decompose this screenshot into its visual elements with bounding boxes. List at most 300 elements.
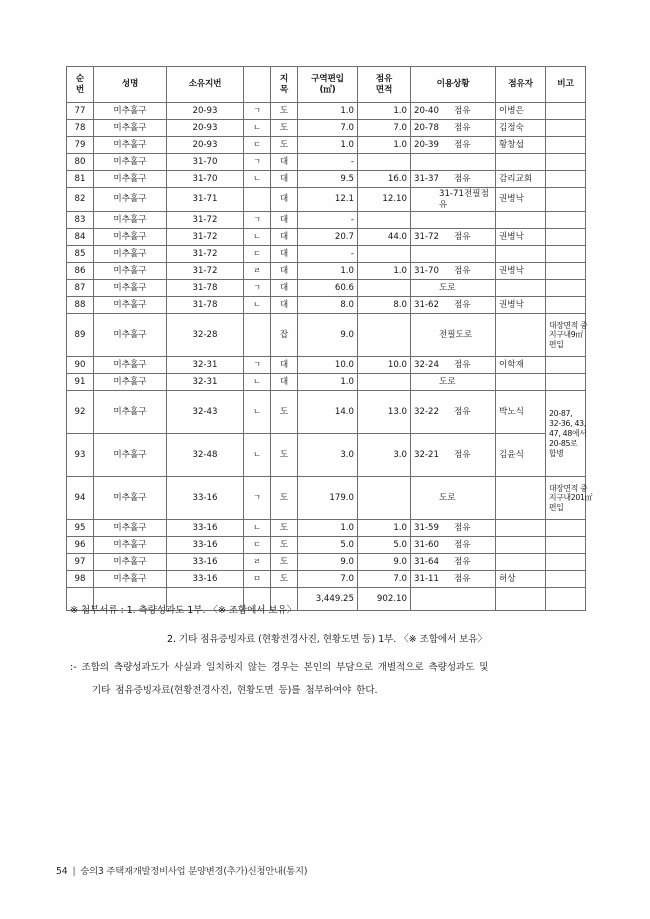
cell-remark xyxy=(546,520,586,537)
usage-lot-code: 31-72 xyxy=(414,232,439,243)
cell-land-category: 도 xyxy=(271,103,298,120)
remark-line: 대장면적 중 xyxy=(549,483,588,493)
cell-land-category: 도 xyxy=(271,554,298,571)
cell-usage-status xyxy=(411,554,496,571)
table-row xyxy=(67,477,586,520)
remark-line: 32-36, 43, xyxy=(549,419,587,429)
cell-lot-sub: ㄷ xyxy=(244,537,271,554)
cell-land-category: 도 xyxy=(271,537,298,554)
cell-total-occupied-area: 902.10 xyxy=(358,588,411,611)
cell-occupied-area: 10.0 xyxy=(358,357,411,374)
cell-name: 미추홀구 xyxy=(94,171,167,188)
cell-usage-status xyxy=(411,314,496,357)
cell-occupied-area xyxy=(358,477,411,520)
cell-lot-sub: ㄹ xyxy=(244,554,271,571)
cell-lot-sub xyxy=(244,314,271,357)
cell-incorporated-area: 7.0 xyxy=(298,120,358,137)
usage-label: 점유 xyxy=(454,173,471,184)
cell-name: 미추홀구 xyxy=(94,103,167,120)
cell-usage-status xyxy=(411,137,496,154)
cell-usage-status xyxy=(411,171,496,188)
cell-lot-number: 33-16 xyxy=(167,537,244,554)
cell-usage-status xyxy=(411,297,496,314)
cell-occupant xyxy=(496,554,546,571)
usage-label: 점유 xyxy=(454,407,471,418)
cell-lot-sub: ㄱ xyxy=(244,357,271,374)
cell-occupant: 감리교회 xyxy=(496,171,546,188)
column-header-lot-sub xyxy=(244,67,271,103)
table-row xyxy=(67,188,586,212)
cell-name: 미추홀구 xyxy=(94,537,167,554)
cell-incorporated-area: 1.0 xyxy=(298,137,358,154)
usage-label: 점유 xyxy=(454,266,471,277)
cell-sequence: 77 xyxy=(67,103,94,120)
cell-remark xyxy=(546,391,586,477)
cell-name: 미추홀구 xyxy=(94,477,167,520)
cell-occupant: 권병낙 xyxy=(496,297,546,314)
remark-line: 지구내9㎡ xyxy=(549,330,583,340)
cell-sequence: 86 xyxy=(67,263,94,280)
cell-occupied-area: 8.0 xyxy=(358,297,411,314)
cell-land-category: 도 xyxy=(271,520,298,537)
cell-lot-number: 31-70 xyxy=(167,171,244,188)
usage-text: 전필도로 xyxy=(439,330,473,341)
cell-incorporated-area: 1.0 xyxy=(298,263,358,280)
cell-incorporated-area: 179.0 xyxy=(298,477,358,520)
cell-lot-sub: ㄴ xyxy=(244,297,271,314)
cell-incorporated-area: 1.0 xyxy=(298,374,358,391)
cell-remark xyxy=(546,246,586,263)
usage-label: 점유 xyxy=(454,105,471,116)
cell-sequence: 91 xyxy=(67,374,94,391)
cell-usage-status xyxy=(411,391,496,434)
cell-occupant xyxy=(496,314,546,357)
land-occupancy-table xyxy=(66,66,593,611)
cell-name: 미추홀구 xyxy=(94,154,167,171)
cell-usage-status xyxy=(411,103,496,120)
cell-land-category: 도 xyxy=(271,120,298,137)
cell-lot-number: 31-72 xyxy=(167,246,244,263)
cell-incorporated-area: 60.6 xyxy=(298,280,358,297)
cell-incorporated-area: 8.0 xyxy=(298,297,358,314)
table-row xyxy=(67,154,586,171)
cell-remark xyxy=(546,314,586,357)
cell-occupied-area xyxy=(358,314,411,357)
column-header-sequence xyxy=(67,67,94,103)
usage-label: 점유 xyxy=(454,232,471,243)
cell-sequence: 96 xyxy=(67,537,94,554)
cell-lot-number: 32-28 xyxy=(167,314,244,357)
cell-lot-sub: ㄴ xyxy=(244,391,271,434)
cell-lot-sub: ㄱ xyxy=(244,280,271,297)
cell-incorporated-area: - xyxy=(298,212,358,229)
table-row xyxy=(67,103,586,120)
cell-sequence: 93 xyxy=(67,434,94,477)
cell-sequence: 88 xyxy=(67,297,94,314)
cell-remark xyxy=(546,120,586,137)
cell-usage-status xyxy=(411,212,496,229)
cell-name: 미추홀구 xyxy=(94,137,167,154)
cell-lot-sub: ㄴ xyxy=(244,229,271,246)
cell-name: 미추홀구 xyxy=(94,212,167,229)
cell-occupied-area xyxy=(358,246,411,263)
cell-lot-sub: ㄴ xyxy=(244,120,271,137)
table-row xyxy=(67,229,586,246)
cell-usage-status xyxy=(411,229,496,246)
cell-lot-sub: ㄱ xyxy=(244,103,271,120)
cell-occupied-area: 16.0 xyxy=(358,171,411,188)
cell-lot-number: 32-31 xyxy=(167,357,244,374)
cell-incorporated-area: 9.0 xyxy=(298,554,358,571)
table-row xyxy=(67,554,586,571)
cell-name: 미추홀구 xyxy=(94,520,167,537)
footer-separator: | xyxy=(72,866,76,877)
cell-usage-status xyxy=(411,477,496,520)
usage-label: 점유 xyxy=(454,139,471,150)
column-header-land-category xyxy=(271,67,298,103)
cell-lot-sub: ㄷ xyxy=(244,137,271,154)
cell-occupied-area: 7.0 xyxy=(358,120,411,137)
usage-text: 도로 xyxy=(439,493,456,504)
usage-label: 점유 xyxy=(454,540,471,551)
remark-line: 20-87, xyxy=(549,409,573,419)
table-row xyxy=(67,434,586,477)
cell-occupant: 권병낙 xyxy=(496,263,546,280)
cell-sequence: 98 xyxy=(67,571,94,588)
cell-remark xyxy=(546,263,586,280)
remark-line: 편입 xyxy=(549,503,564,513)
usage-label: 점유 xyxy=(454,574,471,585)
cell-occupied-area: 7.0 xyxy=(358,571,411,588)
cell-land-category: 대 xyxy=(271,263,298,280)
cell-incorporated-area: - xyxy=(298,246,358,263)
remark-line: 편입 xyxy=(549,340,564,350)
cell-sequence: 92 xyxy=(67,391,94,434)
cell-sequence: 94 xyxy=(67,477,94,520)
cell-occupied-area: 1.0 xyxy=(358,103,411,120)
cell-lot-number: 33-16 xyxy=(167,477,244,520)
cell-land-category: 대 xyxy=(271,280,298,297)
cell-land-category: 대 xyxy=(271,171,298,188)
cell-lot-sub: ㄴ xyxy=(244,171,271,188)
header-incorp-line1: 구역편입 xyxy=(311,73,344,84)
remark-line: 20-85로 xyxy=(549,438,578,448)
cell-usage-status xyxy=(411,434,496,477)
cell-name: 미추홀구 xyxy=(94,391,167,434)
usage-lot-code: 20-78 xyxy=(414,122,439,133)
table-row xyxy=(67,571,586,588)
table-row xyxy=(67,520,586,537)
cell-sequence: 85 xyxy=(67,246,94,263)
cell-lot-sub: ㅁ xyxy=(244,571,271,588)
cell-occupied-area: 13.0 xyxy=(358,391,411,434)
cell-occupied-area xyxy=(358,374,411,391)
table-row xyxy=(67,171,586,188)
cell-land-category: 대 xyxy=(271,297,298,314)
cell-lot-number: 33-16 xyxy=(167,554,244,571)
cell-land-category: 대 xyxy=(271,246,298,263)
cell-occupied-area xyxy=(358,280,411,297)
cell-lot-number: 32-43 xyxy=(167,391,244,434)
cell-lot-number: 31-72 xyxy=(167,212,244,229)
cell-name: 미추홀구 xyxy=(94,297,167,314)
cell-occupant xyxy=(496,246,546,263)
usage-lot-code: 32-21 xyxy=(414,450,439,461)
usage-label: 점유 xyxy=(454,300,471,311)
cell-sequence: 90 xyxy=(67,357,94,374)
usage-text: 31-71전필점유 xyxy=(439,189,489,210)
cell-usage-status xyxy=(411,571,496,588)
table-row xyxy=(67,374,586,391)
usage-label: 점유 xyxy=(454,557,471,568)
cell-occupant: 권병낙 xyxy=(496,188,546,212)
cell-occupant: 권병낙 xyxy=(496,229,546,246)
header-occarea-line1: 점유 xyxy=(375,73,393,84)
cell-remark xyxy=(546,571,586,588)
cell-occupied-area xyxy=(358,212,411,229)
table-row xyxy=(67,314,586,357)
cell-sequence: 79 xyxy=(67,137,94,154)
usage-lot-code: 31-60 xyxy=(414,540,439,551)
usage-label: 점유 xyxy=(454,360,471,371)
usage-lot-code: 31-11 xyxy=(414,574,439,585)
remark-line: 지구내201㎡ xyxy=(549,493,593,503)
usage-label: 점유 xyxy=(454,450,471,461)
cell-land-category: 대 xyxy=(271,374,298,391)
cell-lot-number: 33-16 xyxy=(167,571,244,588)
note-paragraph-line-2: 기타 점유증빙자료(현황전경사진, 현황도면 등)를 첨부하여야 한다. xyxy=(92,684,378,696)
footer-document-title: 숭의3 주택재개발정비사업 분양변경(추가)신청안내(통지) xyxy=(80,866,308,877)
cell-incorporated-area: 1.0 xyxy=(298,103,358,120)
cell-sequence: 82 xyxy=(67,188,94,212)
cell-usage-status xyxy=(411,357,496,374)
column-header-name: 성명 xyxy=(94,67,167,103)
cell-name: 미추홀구 xyxy=(94,571,167,588)
cell-sequence: 87 xyxy=(67,280,94,297)
cell-land-category: 잡 xyxy=(271,314,298,357)
table-row xyxy=(67,120,586,137)
usage-lot-code: 31-62 xyxy=(414,300,439,311)
cell-occupied-area: 1.0 xyxy=(358,520,411,537)
table-row xyxy=(67,280,586,297)
cell-usage-status xyxy=(411,537,496,554)
cell-remark xyxy=(546,154,586,171)
cell-lot-number: 31-72 xyxy=(167,263,244,280)
table-row xyxy=(67,537,586,554)
cell-incorporated-area: 7.0 xyxy=(298,571,358,588)
header-occarea-line2: 면적 xyxy=(375,84,393,95)
cell-occupant: 이병은 xyxy=(496,103,546,120)
header-row xyxy=(67,67,586,103)
cell-lot-sub: ㄴ xyxy=(244,520,271,537)
cell-lot-number: 31-78 xyxy=(167,297,244,314)
cell-sequence: 80 xyxy=(67,154,94,171)
cell-occupant xyxy=(496,520,546,537)
cell-occupied-area: 9.0 xyxy=(358,554,411,571)
footer-page-number: 54 xyxy=(56,866,68,877)
column-header-occupied-area xyxy=(358,67,411,103)
column-header-incorporated-area xyxy=(298,67,358,103)
cell-sequence: 89 xyxy=(67,314,94,357)
table-header xyxy=(67,67,586,103)
cell-land-category: 도 xyxy=(271,434,298,477)
cell-occupied-area: 5.0 xyxy=(358,537,411,554)
cell-occupied-area: 3.0 xyxy=(358,434,411,477)
cell-usage-status xyxy=(411,188,496,212)
cell-lot-number: 31-71 xyxy=(167,188,244,212)
cell-name: 미추홀구 xyxy=(94,280,167,297)
cell-occupant xyxy=(496,154,546,171)
note-paragraph-line-1: :- 조합의 측량성과도가 사실과 일치하지 않는 경우는 본인의 부담으로 개별적으로 측량성과도 및 xyxy=(70,662,489,674)
cell-name: 미추홀구 xyxy=(94,434,167,477)
cell-total-incorporated-area: 3,449.25 xyxy=(298,588,358,611)
table-row xyxy=(67,246,586,263)
note-attachment-item-2: 2. 기타 점유증빙자료 (현황전경사진, 현황도면 등) 1부. 〈※ 조합에서 보유〉 xyxy=(167,633,487,645)
cell-usage-status xyxy=(411,280,496,297)
cell-remark xyxy=(546,171,586,188)
cell-lot-sub: ㄱ xyxy=(244,212,271,229)
cell-occupied-area: 1.0 xyxy=(358,263,411,280)
cell-sequence: 97 xyxy=(67,554,94,571)
cell-land-category: 도 xyxy=(271,571,298,588)
cell-name: 미추홀구 xyxy=(94,314,167,357)
cell-lot-sub: ㄱ xyxy=(244,477,271,520)
cell-sequence: 83 xyxy=(67,212,94,229)
table-row xyxy=(67,391,586,434)
land-occupancy-table-container xyxy=(66,66,593,611)
cell-remark xyxy=(546,188,586,212)
cell-usage-status xyxy=(411,263,496,280)
cell-incorporated-area: 9.5 xyxy=(298,171,358,188)
cell-remark xyxy=(546,212,586,229)
header-seq-line1: 순 xyxy=(75,73,85,84)
column-header-remark: 비고 xyxy=(546,67,586,103)
header-cat-line2: 목 xyxy=(279,84,289,95)
cell-usage-status xyxy=(411,120,496,137)
cell-remark xyxy=(546,537,586,554)
usage-lot-code: 31-70 xyxy=(414,266,439,277)
table-row xyxy=(67,263,586,280)
usage-lot-code: 31-37 xyxy=(414,173,439,184)
cell-name: 미추홀구 xyxy=(94,229,167,246)
cell-remark xyxy=(546,229,586,246)
header-cat-line1: 지 xyxy=(279,73,289,84)
usage-lot-code: 31-64 xyxy=(414,557,439,568)
cell-occupant: 이학재 xyxy=(496,357,546,374)
usage-text: 도로 xyxy=(439,377,456,388)
cell-usage-status xyxy=(411,374,496,391)
cell-remark xyxy=(546,357,586,374)
cell-lot-number: 31-78 xyxy=(167,280,244,297)
cell-remark xyxy=(546,374,586,391)
cell-occupied-area: 12.10 xyxy=(358,188,411,212)
note-attachment-item-1: ※ 첨부서류 : 1. 측량성과도 1부. 〈※ 조합에서 보유〉 xyxy=(70,605,297,616)
cell-remark xyxy=(546,554,586,571)
cell-occupant xyxy=(496,280,546,297)
cell-incorporated-area: 1.0 xyxy=(298,520,358,537)
column-header-occupant: 점유자 xyxy=(496,67,546,103)
cell-occupant: 황창섭 xyxy=(496,137,546,154)
cell-occupant xyxy=(496,212,546,229)
cell-sequence: 84 xyxy=(67,229,94,246)
cell-lot-number: 31-70 xyxy=(167,154,244,171)
usage-label: 점유 xyxy=(454,523,471,534)
cell-sequence: 95 xyxy=(67,520,94,537)
cell-name: 미추홀구 xyxy=(94,246,167,263)
cell-land-category: 대 xyxy=(271,212,298,229)
usage-lot-code: 32-24 xyxy=(414,360,439,371)
cell-land-category: 도 xyxy=(271,137,298,154)
cell-name: 미추홀구 xyxy=(94,188,167,212)
cell-lot-sub: ㄴ xyxy=(244,434,271,477)
cell-land-category: 도 xyxy=(271,477,298,520)
cell-lot-number: 32-48 xyxy=(167,434,244,477)
cell-occupied-area xyxy=(358,154,411,171)
cell-remark xyxy=(546,297,586,314)
remark-line: 합병 xyxy=(549,448,564,458)
table-row xyxy=(67,297,586,314)
cell-incorporated-area: 9.0 xyxy=(298,314,358,357)
cell-occupant xyxy=(496,374,546,391)
cell-lot-number: 32-31 xyxy=(167,374,244,391)
cell-usage-status xyxy=(411,154,496,171)
cell-land-category: 도 xyxy=(271,391,298,434)
cell-lot-sub: ㄹ xyxy=(244,263,271,280)
cell-usage-status xyxy=(411,520,496,537)
cell-name: 미추홀구 xyxy=(94,120,167,137)
table-row xyxy=(67,357,586,374)
cell-land-category: 대 xyxy=(271,154,298,171)
cell-land-category: 대 xyxy=(271,357,298,374)
cell-lot-sub xyxy=(244,188,271,212)
cell-incorporated-area: 5.0 xyxy=(298,537,358,554)
cell-lot-number: 20-93 xyxy=(167,103,244,120)
column-header-usage-status: 이용상황 xyxy=(411,67,496,103)
cell-remark xyxy=(546,103,586,120)
usage-lot-code: 32-22 xyxy=(414,407,439,418)
cell-incorporated-area: 10.0 xyxy=(298,357,358,374)
cell-incorporated-area: 12.1 xyxy=(298,188,358,212)
usage-lot-code: 20-39 xyxy=(414,139,439,150)
usage-lot-code: 31-59 xyxy=(414,523,439,534)
cell-lot-number: 33-16 xyxy=(167,520,244,537)
cell-occupant xyxy=(496,477,546,520)
cell-occupant: 김정숙 xyxy=(496,120,546,137)
header-seq-line2: 번 xyxy=(75,84,85,95)
cell-name: 미추홀구 xyxy=(94,263,167,280)
cell-occupant xyxy=(496,537,546,554)
cell-occupied-area: 1.0 xyxy=(358,137,411,154)
usage-text: 도로 xyxy=(439,283,456,294)
table-body xyxy=(67,103,593,611)
cell-remark xyxy=(546,280,586,297)
cell-lot-number: 20-93 xyxy=(167,137,244,154)
cell-occupant: 허상 xyxy=(496,571,546,588)
cell-occupant: 박노식 xyxy=(496,391,546,434)
cell-lot-sub: ㄱ xyxy=(244,154,271,171)
header-incorp-line2: (㎡) xyxy=(319,84,336,95)
remark-line: 47, 48에서 xyxy=(549,428,587,438)
cell-sequence: 81 xyxy=(67,171,94,188)
cell-incorporated-area: 20.7 xyxy=(298,229,358,246)
cell-remark xyxy=(546,477,593,520)
cell-incorporated-area: - xyxy=(298,154,358,171)
cell-usage-status xyxy=(411,246,496,263)
cell-incorporated-area: 3.0 xyxy=(298,434,358,477)
cell-land-category: 대 xyxy=(271,229,298,246)
cell-lot-number: 31-72 xyxy=(167,229,244,246)
cell-occupant: 김윤식 xyxy=(496,434,546,477)
